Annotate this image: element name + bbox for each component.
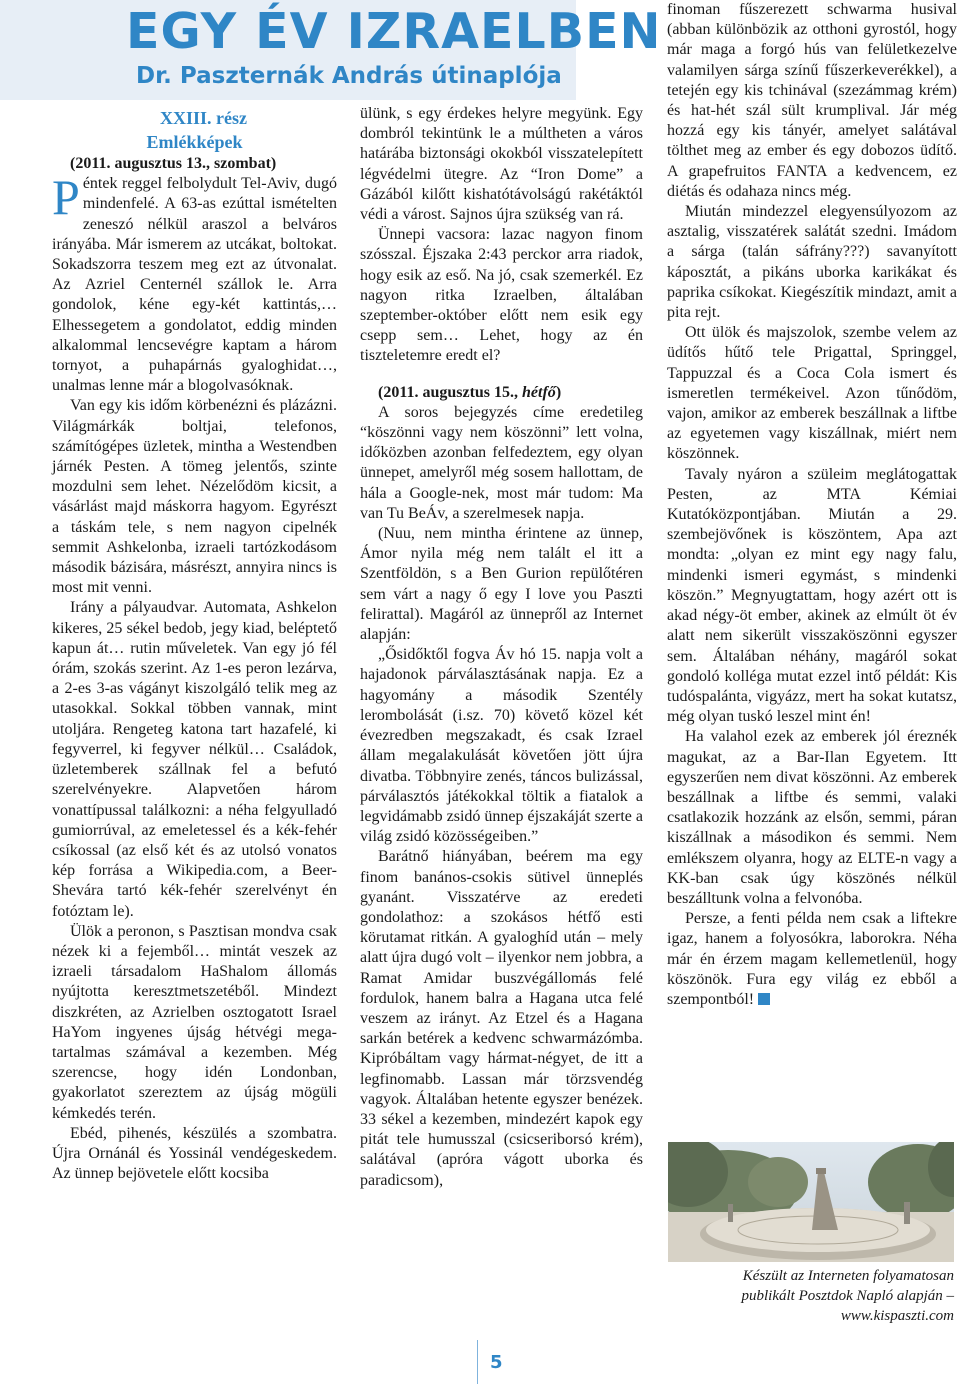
quote-paragraph: „Ősidőktől fogva Áv hó 15. napja volt a hajadonok párválasztásának napja. Ez a hagyomány a második Szentély lerombolását (i.sz. 70) követő közel két évezredben megszakadt, és csak Izrael állam megalakulását követően jött újra divatba. Többnyire zenés, táncos bulizással, párválasztós játékokkal töltik a fiatalok a legvidámabb zsidó ünnep éjszakáját szerte a világ zsidó közösségeiben.” [360, 646, 643, 846]
date-heading-1: (2011. augusztus 13., szombat) [70, 155, 277, 172]
date-day: hétfő [522, 383, 556, 401]
column-1 [52, 106, 337, 1184]
paragraph: (Nuu, nem mintha érintene az ünnep, Ámor nyila még nem talált el itt a Szentföldön, s a Ben Gurion repülőtéren sem várt a nagy ő egy I love you Paszti felirattal). Magáról az ünnepről az Internet alapján: [360, 525, 643, 644]
paragraph: Ünnepi vacsora: lazac nagyon finom szósszal. Éjszaka 2:43 perckor arra riadok, hogy esik az eső. Na jó, csak szemerkél. Ez nagyon ritka Izraelben, általában szeptember-október előtt nem esik egy csepp sem… Lehet, hogy az én tiszteletemre eredt el? [360, 226, 643, 365]
column-2 [360, 104, 643, 1191]
paragraph: finoman fűszerezett schwarma husival (abban különbözik az otthoni gyrostól, hogy már maga a forgó hús van felületkezelve valamilyen sárga színű fűszerkeverékkel), a tetején egy kis tchinával (szezámmag krém) és hat-hét szál sült krumplival. Jár még hozzá egy kis tányér, amelyet salátával tölthet meg az ember és egy dobozos üdítő. A grapefruitos FANTA a kedvencem, ez diétás és odahaza nincs még. [667, 1, 957, 200]
article-photo [668, 1142, 954, 1262]
part-heading [52, 106, 337, 154]
paragraph-text: Persze, a fenti példa nem csak a liftekre igaz, hanem a folyosókra, laborokra. Néha már én érzem magam kellemetlenül, hogy köszönök. Fura egy világ ez ebből a szempontból! [667, 910, 957, 1008]
page-subtitle: Dr. Paszternák András útinaplója [136, 63, 562, 89]
paragraph: Irány a pályaudvar. Automata, Ashkelon kikeres, 25 sékel bedob, jegy kiad, beléptető kapun át… rutin műveletek. Van egy jó fél órám, szokás szerint. Az 1-es peron lezárva, a 2-es 3-as vágányt kiszolgáló telik meg az utasokkal. Sokkal többen vannak, mint utoljára. Rengeteg katona tart hazafelé, ki fegyverrel, ki fegyver nélkül… Családok, üzletemberek szállnak fel a befutó szerelvényekre. Alapvetően három vonattípussal találkozni: a néha felgyulladó gumiorrúval, az emeletessel és a kék-fehér csíkossal (az első két és az utolsó vonatos kép forrása a Wikipedia.com, a Beer-Shevára tartó kék-fehér szerelvényt én fotóztam le). [52, 599, 337, 920]
drop-cap: P [52, 169, 80, 226]
paragraph: Ebéd, pihenés, készülés a szombatra. Újra Ornánál és Yossinál vendégeskedem. Az ünnep bejövetele előtt kocsiba [52, 1124, 337, 1183]
date-close: ) [555, 383, 562, 401]
paragraph: A soros bejegyzés címe eredetileg “köszönni vagy nem köszönni” lett volna, időközben azonban felfedeztem, egy olyan ünnepet, amelyről még sosem hallottam, de hála a Google-nek, most már tudom: Ma van Tu BeÁv, a szerelmesek napja. [360, 403, 643, 522]
page-footer-rule [477, 1340, 478, 1384]
photo-caption [672, 1266, 954, 1326]
caption-line: publikált Posztdok Napló alapján – [741, 1288, 954, 1304]
paragraph: Van egy kis időm körbenézni és plázázni. Világmárkák boltjai, telefonos, számítógépes üzletek, mintha a Westendben járnék Pesten. A tömeg jelentős, szinte mozdulni sem lehet. Nézelődöm kicsit, a vásárlást majd máskorra hagyom. Egyrészt a táskám tele, s nem nagyon cipelnék semmit Ashkelonba, izraeli tartózkodásom második bázisára, másrészt, annyira nincs is most mit venni. [52, 397, 337, 597]
part-name: Emlékképek [146, 132, 243, 152]
date-heading-2 [360, 383, 643, 403]
column-3 [667, 0, 957, 1010]
part-number: XXIII. rész [160, 108, 247, 128]
date-text: (2011. augusztus 15., [378, 383, 523, 401]
paragraph: Ott ülök és majszolok, szembe velem az üdítős hűtő tele Prigattal, Springgel, Tappuzzal és a Coca Cola ismert és ismeretlen termékeivel. Azon tűnődöm, vajon, amikor az emberek beszállnak a liftbe az egyetemen vagy kiszállnak, miért nem köszönnek. [667, 324, 957, 463]
caption-url: www.kispaszti.com [840, 1308, 954, 1324]
end-of-article-mark [758, 993, 770, 1005]
paragraph: Ha valahol ezek az emberek jól éreznék magukat, az a Bar-Ilan Egyetem. Itt egyszerűen nem divat köszönni. Az emberek beszállnak a liftbe és semmi, valaki csatlakozik hozzánk az elsőn, semmi, páran kiszállnak a másodikon és semmi. Nem emlékszem olyanra, hogy az ELTE-n vagy a KK-ban csak úgy köszönés nélkül beszálltunk volna a felvonóba. [667, 728, 957, 907]
page-title: EGY ÉV IZRAELBEN [126, 3, 662, 60]
paragraph: Miután mindezzel elegyensúlyozom az asztalig, visszatérek salátát szedni. Imádom a sárga (talán sáfrány???) savanyított káposztát, a pikáns uborka karikákat és paprika csíkokat. Kiegészítik mindazt, amit a pita rejt. [667, 203, 957, 322]
paragraph: Barátnő hiányában, beérem ma egy finom banános-csokis sütivel ünneplés gyanánt. Visszatérve az eredeti gondolathoz: a szokásos hétfő esti körutamat ritkán. A gyaloghíd után – mely alatt újra dugó volt – ilyenkor nem jobbra, a Ramat Amidar buszvégállomás felé fordulok, hanem balra a Hagana utca felé veszem az irányt. Az Etzel és a Hagana sarkán betérek a kedvenc schwarmázómba. Kipróbáltam vagy hármat-négyet, de itt a legfinomabb. Lassan már törzsvendég vagyok. Általában hetente egyszer benézek. 33 sékel a kezemben, mindezért kapok egy pitát tele humusszal (csicseriborsó krém), salátával (apróra vágott uborka és paradicsom), [360, 848, 643, 1189]
paragraph-text: éntek reggel felbolydult Tel-Aviv, dugó mindenfelé. A 63-as ezúttal ismételten zeneszó nélkül araszol a belváros irányába. Már ismerem az utcákat, boltokat. Sokadszorra teszem meg ezt az útvonalat. Az Azriel Centernél szállok le. Arra gondolok, kéne egy-két kattintás,… Elhessegetem a gondolatot, eddig minden alkalommal lencsevégre kaptam a három tornyot, a puhapárnás gyaloghidat…, unalmas lenne már a blogolvasóknak. [52, 175, 337, 395]
paragraph [667, 909, 957, 1010]
sundial-photo-illustration [668, 1142, 954, 1262]
paragraph: Ülök a peronon, s Pasztisan mondva csak nézek ki a fejemből… mintát veszek az izraeli társadalom HaShalom állomás nyújtotta keresztmetszetéből. Mindezt diszkréten, az Azrielben osztogatott Israel HaYom ingyenes újság hétvégi mega-tartalmas számával a kezemben. Még szerencse, hogy idén Londonban, gyakorlatot szereztem az újság mögüli kémkedés terén. [52, 922, 337, 1122]
page-number: 5 [490, 1352, 503, 1373]
paragraph [52, 169, 337, 396]
caption-line: Készült az Interneten folyamatosan [742, 1268, 954, 1284]
spacer [360, 367, 643, 383]
paragraph: ülünk, s egy érdekes helyre megyünk. Egy dombról tekintünk le a múltheten a város határába biztonsági okokból visszatelepített légvédelmi ütegre. Az “Iron Dome” a Gázából kilőtt kishatótávolságú rakétáktól védi a várost. Sajnos újra szükség van rá. [360, 105, 643, 224]
paragraph: Tavaly nyáron a szüleim meglátogattak Pesten, az MTA Kémiai Kutatóközpontjában. Miután a 29. szembejövőnek is köszöntem, Apa azt mondta: „olyan ez mint egy nagy falu, mindenki ismeri egymást, s mindenki köszön.” Megnyugtattam, hogy azért ott is akad négy-öt ember, akinek az elmúlt öt év alatt nem sikerült visszaköszönni egyszer sem. Általában néhány, magáról sokat gondoló kolléga mutat ezzel intő példát: Kis tudóspalánta, vigyázz, mert ha sokat kutatsz, még olyan tuskó leszel mint én! [667, 465, 957, 726]
